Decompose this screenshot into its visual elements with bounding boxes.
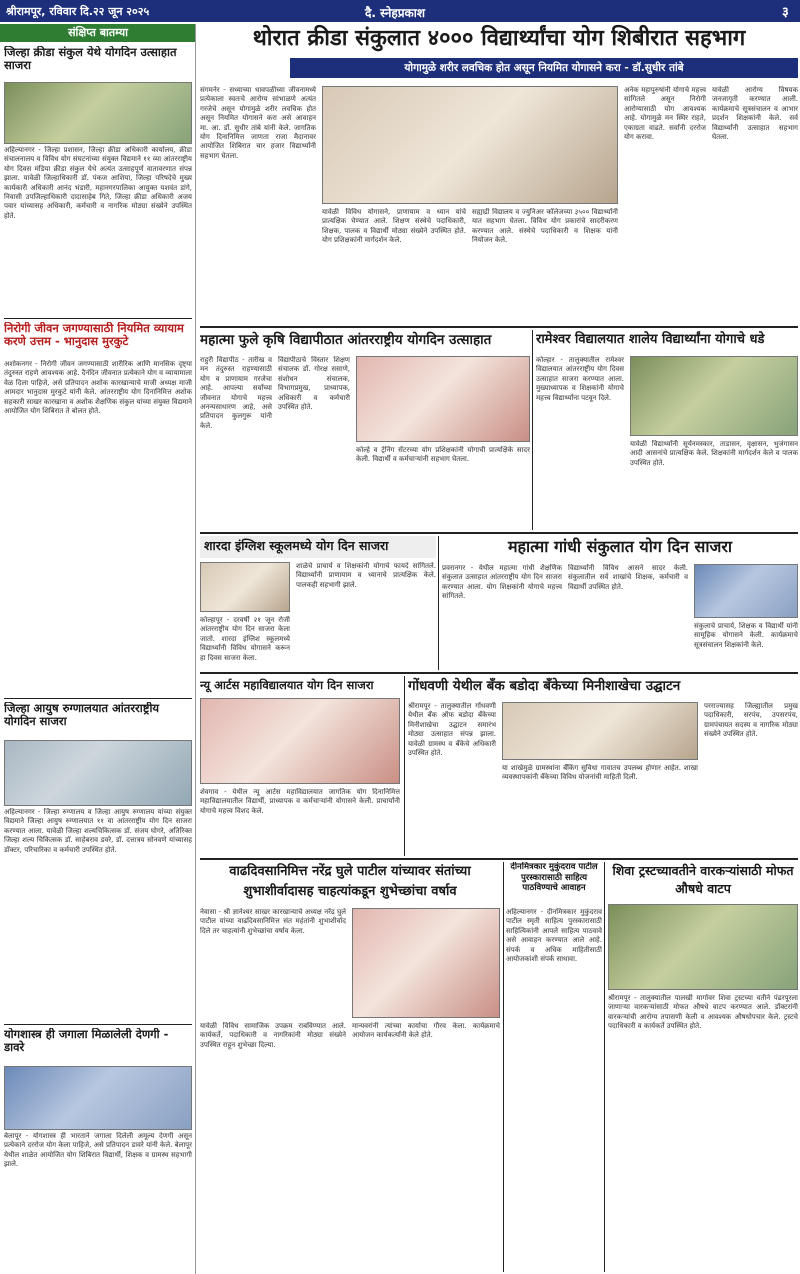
lead-headline: थोरात क्रीडा संकुलात ४००० विद्यार्थ्यांचा योग शिबीरात सहभाग bbox=[252, 26, 746, 51]
bank-body-col1: श्रीरामपूर - तालुक्यातील गोंधवणी येथील बँक ऑफ बडोदा बँकेच्या मिनीशाखेचा उद्घाटन समारंभ मोठ्या उत्साहात संपन्न झाला. यावेळी ग्रामस्थ व बँकेचे अधिकारी उपस्थित होते. bbox=[408, 702, 496, 758]
mgandhi-headline: महात्मा गांधी संकुलात योग दिन साजरा bbox=[507, 537, 733, 556]
header-page-number: ३ bbox=[782, 5, 789, 20]
mgandhi-story bbox=[442, 536, 798, 670]
divider bbox=[200, 326, 798, 328]
news2-headline: निरोगी जीवन जगण्यासाठी नियमित व्यायाम करणे उत्तम - भानुदास मुरकुटे bbox=[4, 322, 184, 348]
news3-photo bbox=[4, 740, 192, 806]
rameshwar-body-col1: कोल्हार - तालुक्यातील रामेश्वर विद्यालयात आंतरराष्ट्रीय योग दिवस उत्साहात साजरा करण्यात आला. मुख्याध्यापक व शिक्षकांनी योगाचे महत्त्व विद्यार्थ्यांना पटवून दिले. bbox=[536, 356, 624, 402]
narendra-body-col3: मान्यवरांनी त्यांच्या कार्याचा गौरव केला. कार्यक्रमाचे आयोजन कार्यकर्त्यांनी केले होते. bbox=[352, 1022, 500, 1040]
bank-story bbox=[408, 676, 798, 856]
divider bbox=[200, 532, 798, 534]
mphule-story bbox=[200, 330, 530, 530]
mgandhi-body-col3: संकुलाचे प्राचार्य, शिक्षक व विद्यार्थी यांनी सामूहिक योगासने केली. कार्यक्रमाचे सूत्रसंचालन शिक्षकांनी केले. bbox=[694, 622, 798, 649]
lead-photo-main bbox=[322, 86, 618, 204]
award-story bbox=[506, 862, 602, 1272]
news4-photo bbox=[4, 1066, 192, 1130]
divider bbox=[200, 858, 798, 860]
narendra-body-col2: यावेळी विविध सामाजिक उपक्रम राबविण्यात आले. कार्यकर्ते, पदाधिकारी व नागरिकांनी मोठ्या संख्येने उपस्थित राहून शुभेच्छा दिल्या. bbox=[200, 1022, 346, 1049]
news3-headline: जिल्हा आयुष रुग्णालयात आंतरराष्ट्रीय योगदिन साजरा bbox=[4, 702, 160, 728]
divider bbox=[438, 536, 439, 670]
newarts-photo bbox=[200, 698, 400, 784]
mphule-body-col3: कोल्हे व ट्रेनिंग सेंटरच्या योग प्रशिक्षकांनी योगाची प्रात्यक्षिके सादर केली. विद्यार्थी व कर्मचाऱ्यांनी सहभाग घेतला. bbox=[356, 446, 530, 464]
mgandhi-body-col1: प्रवरानगर - येथील महात्मा गांधी शैक्षणिक संकुलात उत्साहात आंतरराष्ट्रीय योग दिन साजरा करण्यात आला. योग शिक्षकांनी योगाचे महत्त्व सांगितले. bbox=[442, 564, 562, 601]
newarts-story bbox=[200, 676, 400, 856]
news1-headline: जिल्हा क्रीडा संकुल येथे योगदिन उत्साहात साजरा bbox=[4, 46, 177, 72]
news1-photo bbox=[4, 82, 192, 144]
narendra-story bbox=[200, 862, 500, 1272]
news4-body: बेलापूर - योगशास्त्र ही भारताने जगाला दिलेली अमूल्य देणगी असून प्रत्येकाने दररोज योग केला पाहिजे, असे प्रतिपादन डावरे यांनी केले. बेलापूर येथील शाळेत आयोजित योग शिबिरात विद्यार्थी, शिक्षक व ग्रामस्थ सहभागी झाले. bbox=[4, 1132, 192, 1169]
rameshwar-headline: रामेश्वर विद्यालयात शालेय विद्यार्थ्यांना योगाचे धडे bbox=[536, 332, 765, 347]
mphule-photo bbox=[356, 356, 530, 442]
lead-body-col5: यावेळी आरोग्य विषयक जनजागृती करण्यात आली. कार्यक्रमाचे सूत्रसंचालन व आभार प्रदर्शन शिक्षकांनी केले. सर्व विद्यार्थ्यांनी उत्साहात सहभाग घेतला. bbox=[712, 86, 798, 142]
sharada-headline: शारदा इंग्लिश स्कूलमध्ये योग दिन साजरा bbox=[200, 536, 436, 558]
shiva-photo bbox=[608, 904, 798, 990]
sidebar-box-title: संक्षिप्त बातम्या bbox=[0, 24, 196, 42]
news4-headline: योगशास्त्र ही जगाला मिळालेली देणगी - डावरे bbox=[4, 1028, 169, 1054]
news3-body: अहिल्यानगर - जिल्हा रुग्णालय व जिल्हा आयुष रुग्णालय यांच्या संयुक्त विद्यमाने जिल्हा आयुष रुग्णालयात ११ वा आंतरराष्ट्रीय योग दिन साजरा करण्यात आला. यावेळी जिल्हा शल्यचिकित्सक डॉ. संजय घोगरे, अतिरिक्त जिल्हा शल्य चिकित्सक डॉ. साहेबराव डवरे, डॉ. दत्तात्रय सोनवणे यांच्यासह डॉक्टर, परिचारिका व कर्मचारी उपस्थित होते. bbox=[4, 808, 192, 854]
sharada-story bbox=[200, 536, 436, 670]
bank-body-col2: या शाखेमुळे ग्रामस्थांना बँकिंग सुविधा गावातच उपलब्ध होणार आहेत. शाखा व्यवस्थापकांनी बँकेच्या विविध योजनांची माहिती दिली. bbox=[502, 764, 698, 782]
award-body: अहिल्यानगर - दीनमित्रकार मुकुंदराव पाटील स्मृती साहित्य पुरस्कारासाठी साहित्यिकांनी आपले साहित्य पाठवावे असे आवाहन करण्यात आले आहे. संपर्क व अधिक माहितीसाठी आयोजकांशी संपर्क साधावा. bbox=[506, 908, 602, 964]
news2-body: अशोकनगर - निरोगी जीवन जगण्यासाठी शारीरिक आणि मानसिक दृष्ट्या तंदुरुस्त राहणे आवश्यक आहे. दैनंदिन जीवनात प्रत्येकाने योग व व्यायामाला वेळ दिला पाहिजे, असे प्रतिपादन अशोक कारखान्याचे माजी अध्यक्ष माजी आमदार भानुदास मुरकुटे यांनी केले. आंतरराष्ट्रीय योग दिनानिमित्त अशोक सहकारी साखर कारखाना व अशोक शैक्षणिक संकुल यांच्या संयुक्त विद्यमाने आयोजित योग शिबिरात ते बोलत होते. bbox=[4, 360, 192, 416]
narendra-headline: वाढदिवसानिमित्त नरेंद्र घुले पाटील यांच्यावर संतांच्या शुभाशीर्वादासह चाहत्यांकडून शुभेच्छांचा वर्षाव bbox=[229, 864, 471, 899]
shiva-body: श्रीरामपूर - तालुक्यातील पालखी मार्गावर शिवा ट्रस्टच्या वतीने पंढरपूरला जाणाऱ्या वारकऱ्यांसाठी मोफत औषधे वाटप करण्यात आले. डॉक्टरांनी वारकऱ्यांची आरोग्य तपासणी केली व आवश्यक औषधोपचार केले. ट्रस्टचे पदाधिकारी व कार्यकर्ते उपस्थित होते. bbox=[608, 994, 798, 1031]
divider bbox=[404, 676, 405, 856]
page-header bbox=[0, 0, 800, 22]
narendra-body-col1: नेवासा - श्री ज्ञानेश्वर साखर कारखान्याचे अध्यक्ष नरेंद्र घुले पाटील यांच्या वाढदिवसानिमित्त संत महंतांनी शुभाशीर्वाद दिले तर चाहत्यांनी शुभेच्छांचा वर्षाव केला. bbox=[200, 908, 346, 935]
lead-body-col2: यावेळी विविध योगासने, प्राणायाम व ध्यान यांचे प्रात्यक्षिक घेण्यात आले. शिक्षण संस्थेचे पदाधिकारी, शिक्षक, पालक व विद्यार्थी मोठ्या संख्येने उपस्थित होते. योग प्रशिक्षकांनी मार्गदर्शन केले. bbox=[322, 208, 466, 245]
sharada-body-col1: कोल्हापूर - दरवर्षी २१ जून रोजी आंतरराष्ट्रीय योग दिन साजरा केला जातो. शारदा इंग्लिश स्कूलमध्ये विद्यार्थ्यांनी विविध योगासने करून हा दिवस साजरा केला. bbox=[200, 616, 290, 662]
lead-body-col4: अनेक महापुरुषांनी योगाचे महत्त्व सांगितले असून निरोगी आरोग्यासाठी योग आवश्यक आहे. योगामुळे मन स्थिर राहते, एकाग्रता वाढते. सर्वांनी दररोज योग करावा. bbox=[624, 86, 706, 142]
lead-body-col1: संगमनेर - सध्याच्या धावपळीच्या जीवनामध्ये प्रत्येकाला स्वतःचे आरोग्य सांभाळणे अत्यंत गरजेचे असून योगामुळे शरीर लवचिक होत असून नियमित योगासने करा असे आवाहन मा. आ. डॉ. सुधीर तांबे यांनी केले. जागतिक योग दिनानिमित्त जाणता राजा मैदानावर आयोजित शिबिरात चार हजार विद्यार्थ्यांनी सहभाग घेतला. bbox=[200, 86, 316, 160]
shiva-headline: शिवा ट्रस्टच्यावतीने वारकऱ्यांसाठी मोफत औषधे वाटप bbox=[612, 863, 794, 896]
rameshwar-photo bbox=[630, 356, 798, 436]
rameshwar-story bbox=[536, 330, 798, 530]
news1-body: अहिल्यानगर - जिल्हा प्रशासन, जिल्हा क्रीडा अधिकारी कार्यालय, क्रीडा संचालनालय व विविध योग संघटनांच्या संयुक्त विद्यमाने ११ व्या आंतरराष्ट्रीय योग दिवस मंडिया क्रीडा संकुल येथे अत्यंत उत्साहपूर्ण वातावरणात संपन्न झाला. यावेळी जिल्हाधिकारी डॉ. पंकज आशिया, जिल्हा परिषदेचे मुख्य कार्यकारी अधिकारी आनंद भंडारी, महानगरपालिका आयुक्त यशवंत डांगे, निवासी उपजिल्हाधिकारी दादासाहेब गिते, जिल्हा क्रीडा अधिकारी अजय पवार यांच्यासह अधिकारी, कर्मचारी व नागरिक मोठ्या संख्येने उपस्थित होते. bbox=[4, 146, 192, 220]
newarts-headline: न्यू आर्टस महाविद्यालयात योग दिन साजरा bbox=[200, 678, 374, 692]
mgandhi-body-col2: विद्यार्थ्यांनी विविध आसने सादर केली. संकुलातील सर्व शाखांचे शिक्षक, कर्मचारी व विद्यार्थी उपस्थित होते. bbox=[568, 564, 688, 591]
bank-headline: गोंधवणी येथील बँक बडोदा बँकेच्या मिनीशाखेचा उद्घाटन bbox=[408, 678, 681, 694]
lead-story bbox=[200, 24, 798, 324]
sharada-body-col2: शाळेचे प्राचार्य व शिक्षकांनी योगाचे फायदे सांगितले. विद्यार्थ्यांनी प्राणायाम व ध्यानाचे प्रात्यक्षिक केले. पालकही सहभागी झाले. bbox=[296, 562, 436, 589]
newarts-body: शेवगाव - येथील न्यू आर्टस महाविद्यालयात जागतिक योग दिनानिमित्त महाविद्यालयातील विद्यार्थी, प्राध्यापक व कर्मचाऱ्यांनी योगासने केली. प्राचार्यांनी योगाचे महत्त्व विशद केले. bbox=[200, 788, 400, 815]
sharada-photo bbox=[200, 562, 290, 612]
mphule-headline: महात्मा फुले कृषि विद्यापीठात आंतरराष्ट्रीय योगदिन उत्साहात bbox=[200, 332, 492, 348]
divider bbox=[503, 862, 504, 1272]
shiva-story bbox=[608, 862, 798, 1272]
mgandhi-photo bbox=[694, 564, 798, 618]
divider bbox=[604, 862, 605, 1272]
bank-photo bbox=[502, 702, 698, 760]
header-masthead: दै. स्नेहप्रकाश bbox=[365, 6, 426, 20]
header-date: श्रीरामपूर, रविवार दि.२२ जून २०२५ bbox=[6, 5, 150, 18]
rameshwar-body-col2: यावेळी विद्यार्थ्यांनी सूर्यनमस्कार, ताडासन, वृक्षासन, भुजंगासन आदी आसनांचे प्रात्यक्षिक केले. शिक्षकांनी मार्गदर्शन केले व पालक उपस्थित होते. bbox=[630, 440, 798, 467]
divider bbox=[4, 1024, 192, 1025]
narendra-photo bbox=[352, 908, 500, 1018]
lead-body-col3: सह्याद्री विद्यालय व ज्युनिअर कॉलेजच्या ३५०० विद्यार्थ्यांनी यात सहभाग घेतला. विविध योग प्रकारांचे सादरीकरण करण्यात आले. संस्थेचे पदाधिकारी व शिक्षक यांनी नियोजन केले. bbox=[472, 208, 618, 245]
award-headline: दीनमित्रकार मुकुंदराव पाटील पुरस्कारासाठी साहित्य पाठविण्याचे आवाहन bbox=[510, 862, 598, 893]
mphule-body-col2: विद्यापीठाचे विस्तार शिक्षण संचालक डॉ. गोरक्ष ससाणे, संशोधन संचालक, विभागप्रमुख, प्राध्यापक, अधिकारी व कर्मचारी उपस्थित होते. bbox=[278, 356, 350, 412]
bank-body-col3: परराज्यासह जिल्ह्यातील प्रमुख पदाधिकारी, सरपंच, उपसरपंच, ग्रामपंचायत सदस्य व नागरिक मोठ्या संख्येने उपस्थित होते. bbox=[704, 702, 798, 739]
mphule-body-col1: राहुरी विद्यापीठ - तारीख व मन तंदुरुस्त राहण्यासाठी योग व प्राणायाम गरजेचा आहे. आपल्या सर्वांच्या जीवनात योगाचे महत्त्व अनन्यसाधारण आहे, असे प्रतिपादन कुलगुरू यांनी केले. bbox=[200, 356, 272, 430]
divider bbox=[4, 698, 192, 699]
divider bbox=[532, 330, 533, 530]
sidebar bbox=[0, 24, 196, 1274]
divider bbox=[200, 672, 798, 674]
divider bbox=[4, 318, 192, 319]
lead-subheadline: योगामुळे शरीर लवचिक होत असून नियमित योगासने करा - डॉ.सुधीर तांबे bbox=[290, 58, 798, 78]
